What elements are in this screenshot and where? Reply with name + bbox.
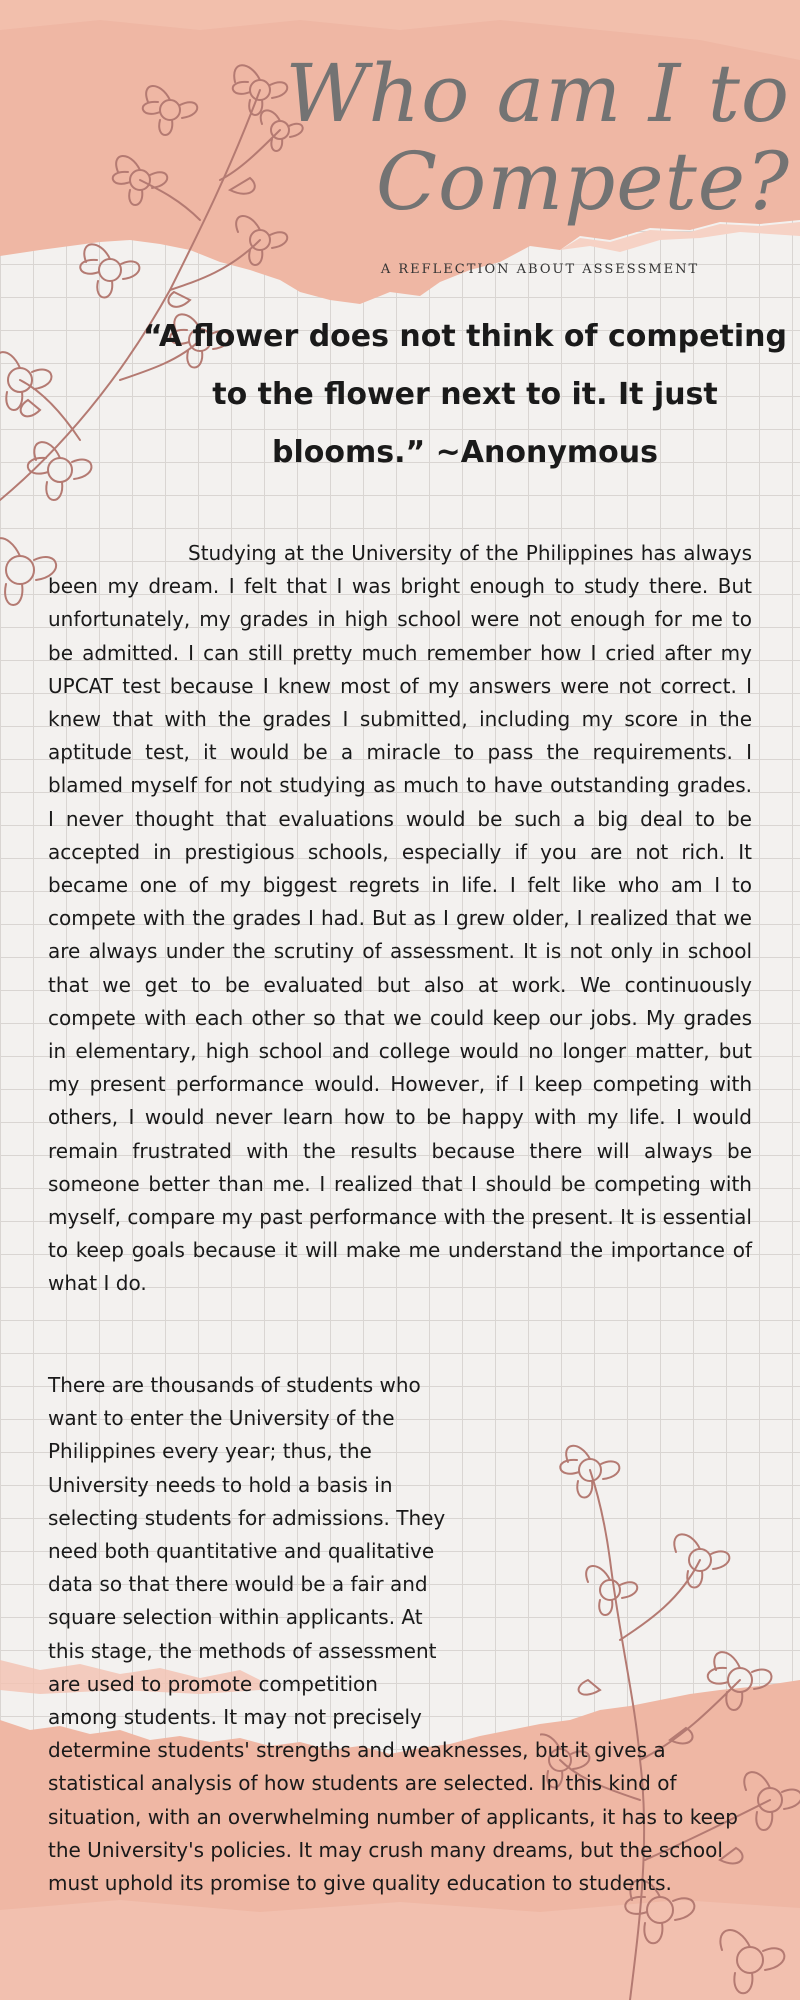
page-subtitle: A REFLECTION ABOUT ASSESSMENT xyxy=(380,262,700,277)
reflection-paragraph-2: There are thousands of students who want to enter the University of the Philippines every year; thus, the University needs to hold a basis in selecting students for admissions. They need both quantitative and qualitative data so that there would be a fair and square selection within applicants. At this stage, the methods of assessment are used to promote competition among students. It may not precisely determine students' strengths and weaknesses, but it gives a statistical analysis of how students are selected. In this kind of situation, with an overwhelming number of applicants, it has to keep the University's policies. It may crush many dreams, but the school must uphold its promise to give quality education to students. xyxy=(48,1373,738,1896)
reflection-paragraph-2-block xyxy=(48,1369,752,1900)
flower-wrap-space xyxy=(452,1435,752,1715)
flower-quote: “A flower does not think of competing to the flower next to it. It just blooms.” ~Anonymous xyxy=(143,319,787,470)
page-title: Who am I to Compete? xyxy=(285,47,790,228)
reflection-paragraph-1: Studying at the University of the Philippines has always been my dream. I felt that I was bright enough to study there. But unfortunately, my grades in high school were not enough for me to be admitted. I can still pretty much remember how I cried after my UPCAT test because I knew most of my answers were not correct. I knew that with the grades I submitted, including my score in the aptitude test, it would be a miracle to pass the requirements. I blamed myself for not studying as much to have outstanding grades. I never thought that evaluations would be such a big deal to be accepted in prestigious schools, especially if you are not rich. It became one of my biggest regrets in life. I felt like who am I to compete with the grades I had. But as I grew older, I realized that we are always under the scrutiny of assessment. It is not only in school that we get to be evaluated but also at work. We continuously compete with each other so that we could keep our jobs. My grades in elementary, high school and college would no longer matter, but my present performance would. However, if I keep competing with others, I would never learn how to be happy with my life. I would remain frustrated with the results because there will always be someone better than me. I realized that I should be competing with myself, compare my past performance with the present. It is essential to keep goals because it will make me understand the importance of what I do. xyxy=(48,541,752,1296)
